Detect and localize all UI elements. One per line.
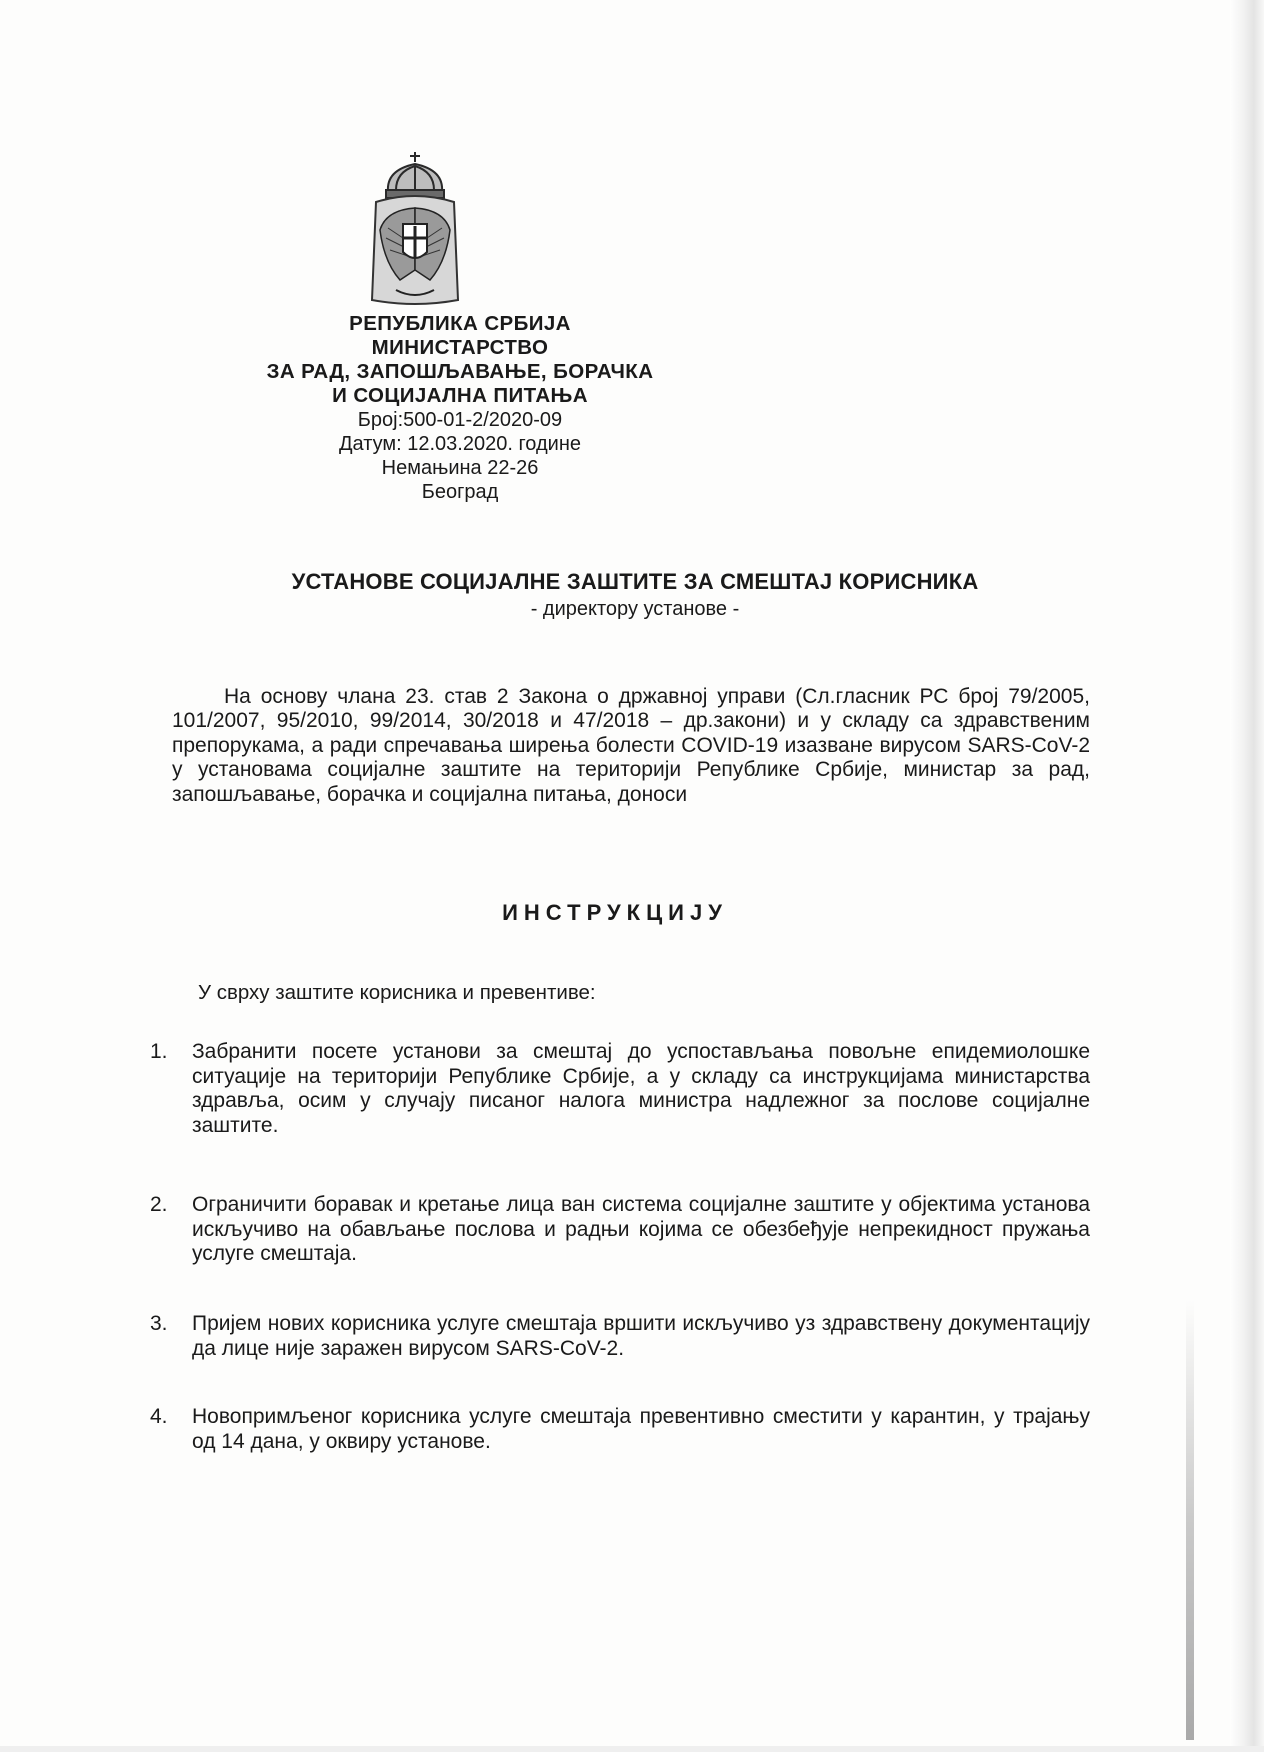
instruction-text: Пријем нових корисника услуге смештаја вршити искључиво уз здравствену документацију да лице није заражен вирусом SARS-CoV-2. — [192, 1312, 1090, 1360]
address-city: Београд — [421, 481, 499, 503]
intro-text: На основу члана 23. став 2 Закона о државној управи (Сл.гласник РС број 79/2005, 101/2007, 95/2010, 99/2014, 30/2018 и 47/2018 – др.закони) и у складу са здравственим препорукама, а ради спречавања ширења болести COVID-19 изазване вирусом SARS-CoV-2 у установама социјалне заштите на територији Републике Србије, министар за рад, запошљавање, борачка и социјална питања, доноси — [172, 685, 1090, 806]
purpose-line: У сврху заштите корисника и превентиве: — [198, 981, 596, 1004]
ministry-name-line2: ЗА РАД, ЗАПОШЉАВАЊЕ, БОРАЧКА — [266, 360, 654, 383]
document-date: Датум: 12.03.2020. године — [338, 433, 581, 455]
instruction-number: 1. — [150, 1040, 168, 1063]
scan-edge-shadow — [1230, 0, 1264, 1752]
ministry-name-line1: МИНИСТАРСТВО — [371, 336, 549, 359]
sender-block — [140, 312, 780, 504]
instruction-text: Ограничити боравак и кретање лица ван система социјалне заштите у објектима установа искључиво на обављање послова и радњи којима се обезбеђује непрекидност пружања услуге смештаја. — [192, 1193, 1090, 1265]
document-number: Број:500-01-2/2020-09 — [357, 409, 563, 431]
intro-paragraph — [172, 685, 1090, 807]
ministry-name-line3: И СОЦИЈАЛНА ПИТАЊА — [332, 384, 588, 407]
instruction-number: 2. — [150, 1193, 168, 1216]
republic-name: РЕПУБЛИКА СРБИЈА — [349, 312, 571, 335]
instruction-number: 4. — [150, 1405, 168, 1428]
recipient-subtitle: - директору установе - — [530, 598, 740, 620]
instruction-number: 3. — [150, 1312, 168, 1335]
address-street: Немањина 22-26 — [381, 457, 539, 479]
instruction-text: Новопримљеног корисника услуге смештаја превентивно сместити у карантин, у трајању од 14 дана, у оквиру установе. — [192, 1405, 1090, 1453]
scan-bottom-edge — [0, 1746, 1264, 1752]
scan-edge-mark — [1186, 1300, 1194, 1740]
recipient-title: УСТАНОВЕ СОЦИЈАЛНЕ ЗАШТИТЕ ЗА СМЕШТАЈ КОРИСНИКА — [291, 569, 979, 594]
serbian-coat-of-arms-icon — [366, 150, 464, 310]
instruction-text: Забранити посете установи за смештај до успостављања повољне епидемиолошке ситуације на територији Републике Србије, а у складу са инструкцијама министарства здравља, осим у случају писаног налога министра надлежног за послове социјалне заштите. — [192, 1040, 1090, 1137]
recipient-block — [250, 568, 1020, 622]
document-heading: ИНСТРУКЦИЈУ — [502, 900, 728, 925]
